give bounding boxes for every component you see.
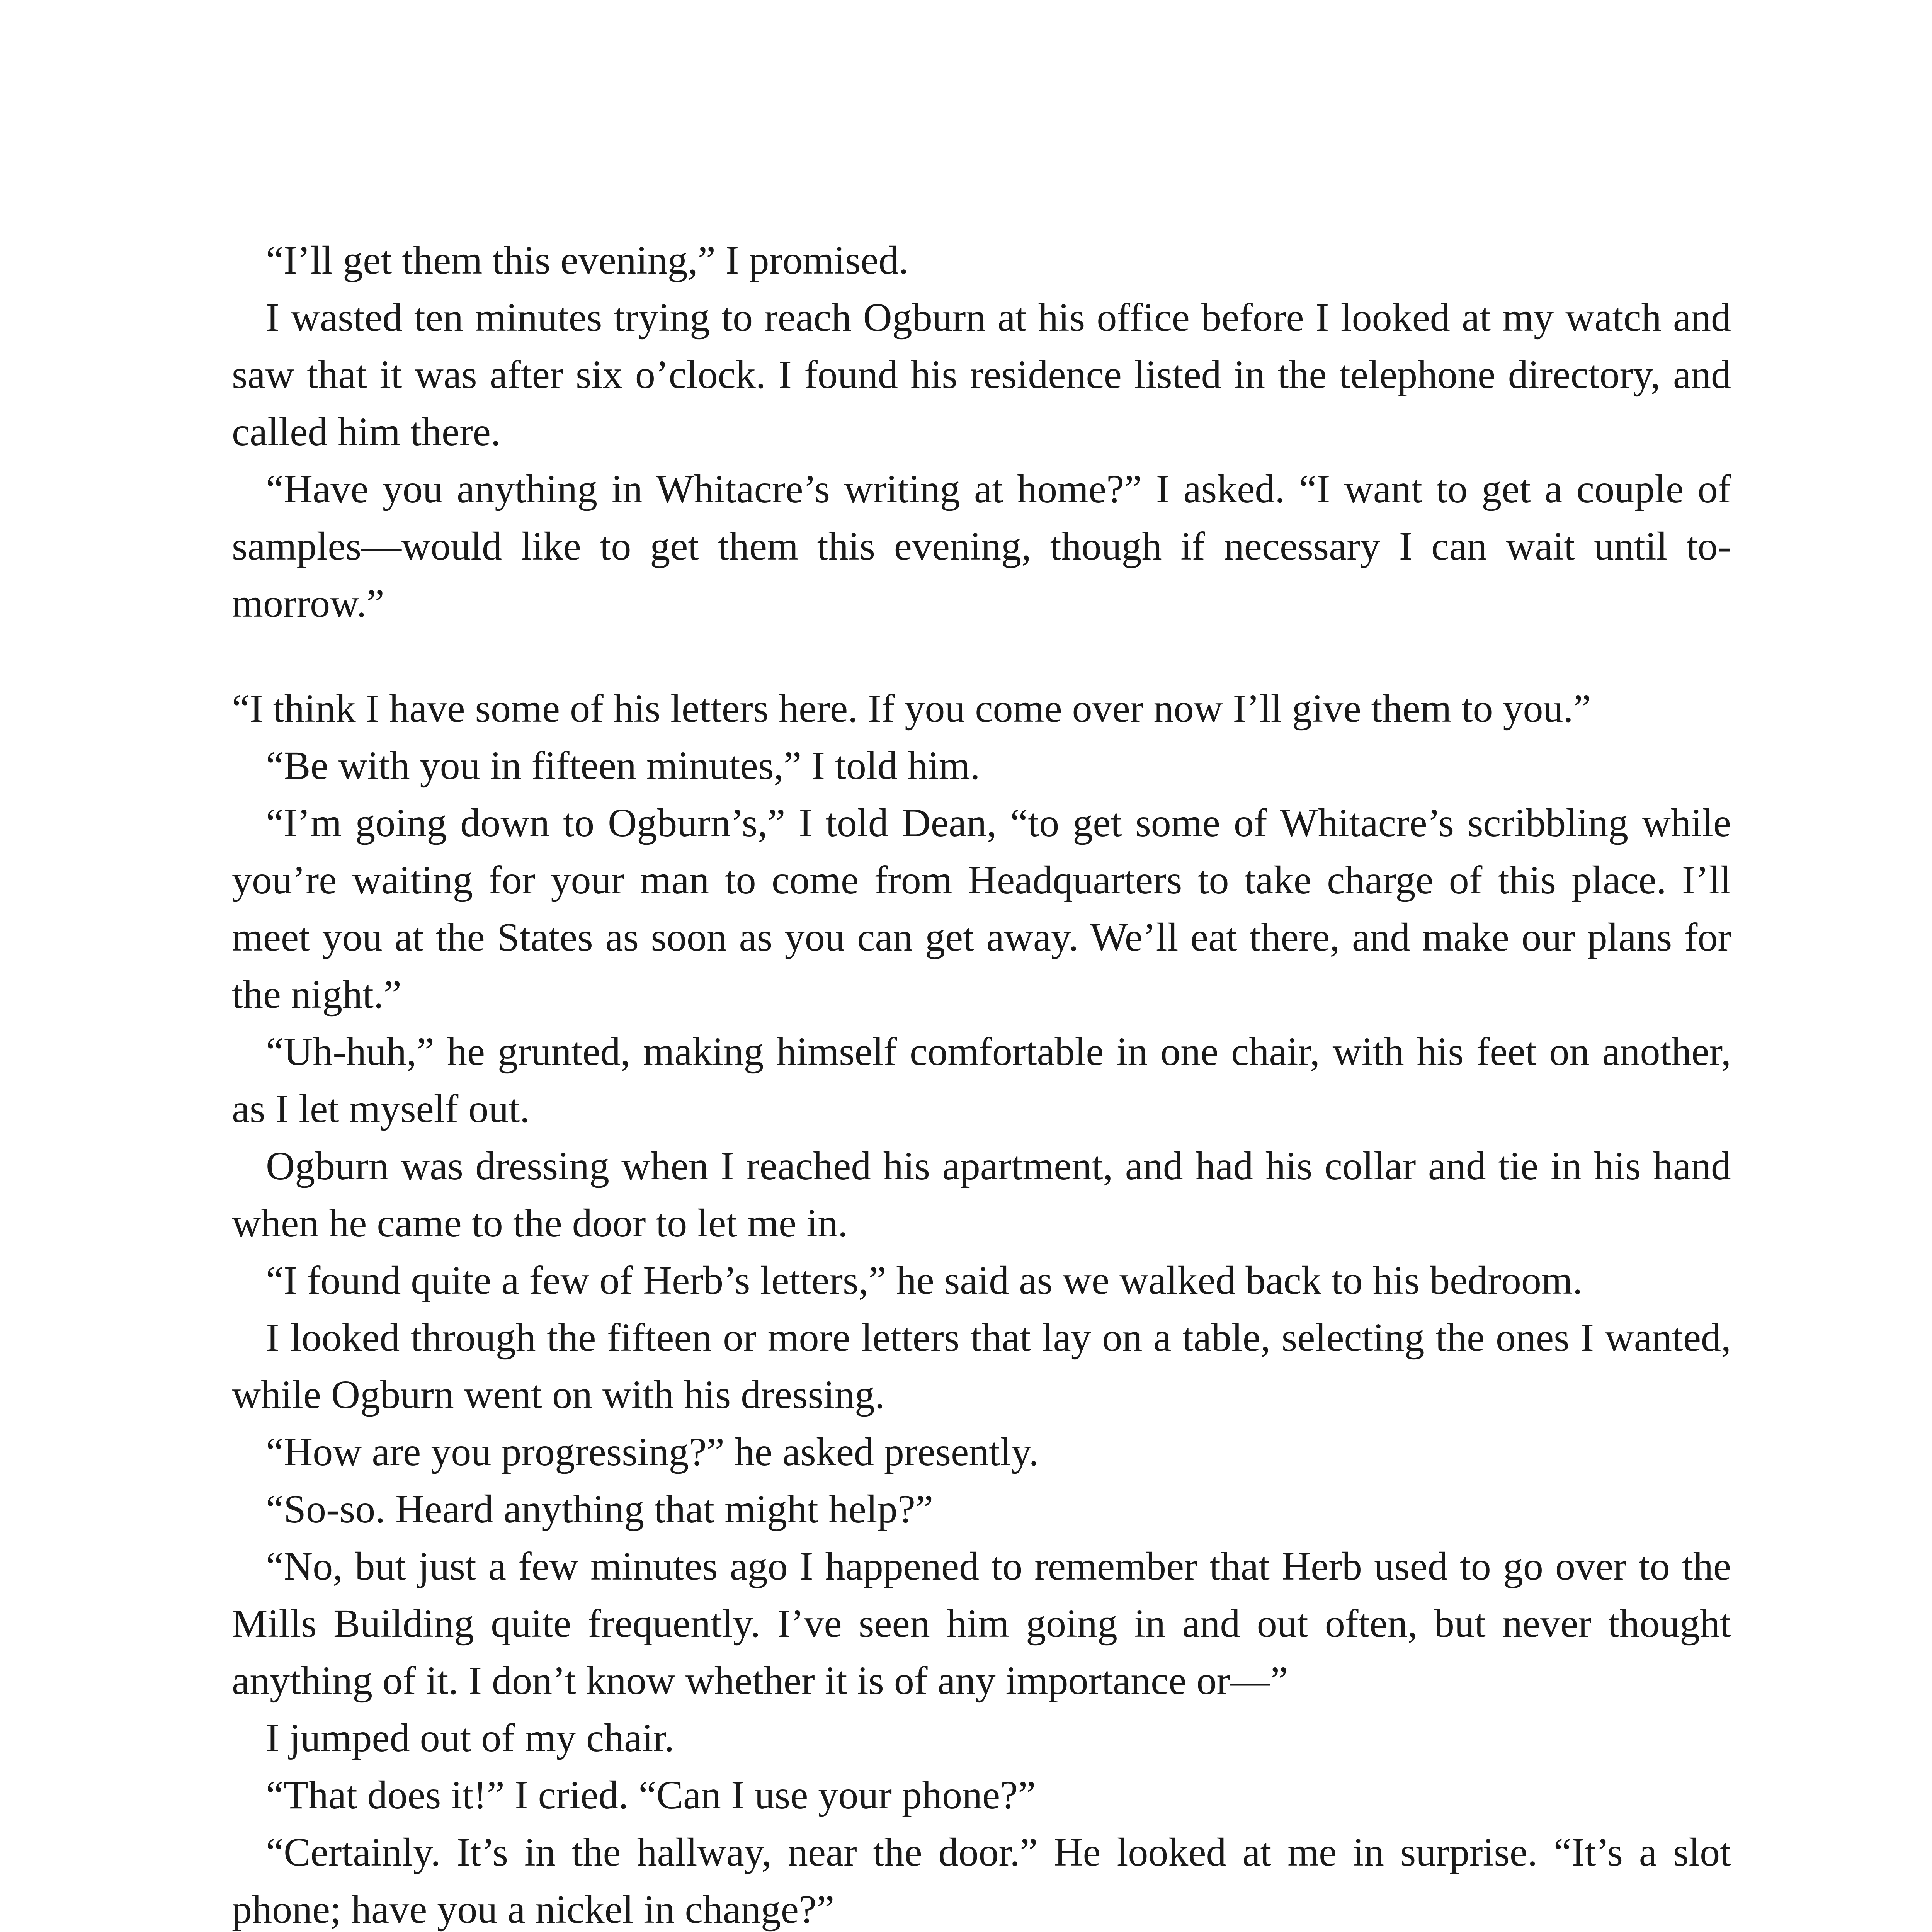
paragraph: “Certainly. It’s in the hallway, near the door.” He looked at me in surprise. “It’s a slot phone; have you a nickel in change?” [232,1830,1731,1932]
paragraph: “I’m going down to Ogburn’s,” I told Dean, “to get some of Whitacre’s scribbling while you’re waiting for your man to come from Headquarters to take charge of this place. I’ll meet you at the States as soon as you can get away. We’ll eat there, and make our plans for the night.” [232,801,1731,1017]
paragraph: “So-so. Heard anything that might help?” [266,1487,934,1531]
paragraph: “Uh-huh,” he grunted, making himself comfortable in one chair, with his feet on another, as I let myself out. [232,1029,1731,1131]
paragraph: “I’ll get them this evening,” I promised. [266,238,909,282]
paragraph: “No, but just a few minutes ago I happened to remember that Herb used to go over to the Mills Building quite frequently. I’ve seen him going in and out often, but never thought anything of it. I don’t know whether it is of any importance or—” [232,1544,1731,1703]
paragraph: “That does it!” I cried. “Can I use your phone?” [266,1773,1036,1817]
paragraph: “Have you anything in Whitacre’s writing at home?” I asked. “I want to get a couple of samples—would like to get them this evening, though if necessary I can wait until to-morrow.” [232,467,1731,626]
paragraph: I jumped out of my chair. [266,1716,675,1760]
paragraph: “I found quite a few of Herb’s letters,” he said as we walked back to his bedroom. [266,1258,1583,1303]
page-body [232,232,1731,1932]
paragraph: “Be with you in fifteen minutes,” I told him. [266,743,980,788]
paragraph: Ogburn was dressing when I reached his apartment, and had his collar and tie in his hand when he came to the door to let me in. [232,1144,1731,1245]
paragraph: “I think I have some of his letters here. If you come over now I’ll give them to you.” [232,686,1591,731]
paragraph: I looked through the fifteen or more letters that lay on a table, selecting the ones I wanted, while Ogburn went on with his dressing. [232,1315,1731,1417]
paragraph: “How are you progressing?” he asked presently. [266,1430,1039,1474]
paragraph: I wasted ten minutes trying to reach Ogburn at his office before I looked at my watch and saw that it was after six o’clock. I found his residence listed in the telephone directory, and called him there. [232,295,1731,454]
